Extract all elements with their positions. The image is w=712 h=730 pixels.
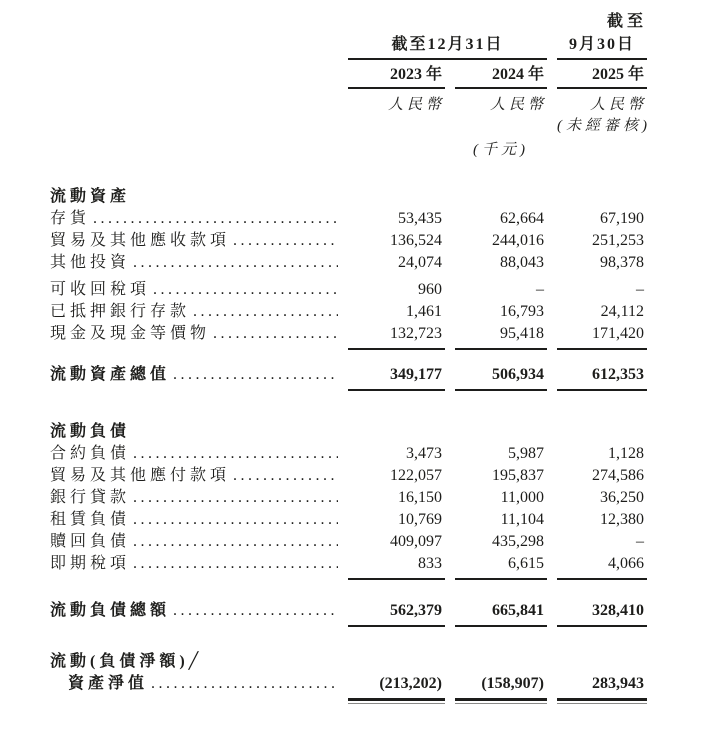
dots-leader (93, 208, 338, 230)
value-2024: 95,418 (455, 323, 547, 350)
unit-note: (千元) (473, 142, 529, 158)
value-2023: 132,723 (348, 323, 445, 350)
total-value-2025: 328,410 (557, 600, 647, 627)
dots-leader (233, 230, 338, 252)
dots-leader (133, 443, 338, 465)
year-column-2024: 2024 年 (455, 64, 547, 89)
header-row-unaudited (50, 117, 712, 135)
table-row-trade-payables (50, 465, 712, 487)
row-label (50, 553, 338, 575)
section-title-row (50, 186, 712, 208)
value-2024: 244,016 (492, 232, 544, 249)
value-2024: 195,837 (492, 467, 544, 484)
row-label-text: 即期稅項 (50, 555, 131, 572)
currency-label-2024: 人民幣 (489, 97, 547, 113)
row-label (50, 230, 338, 252)
value-2025: 4,066 (557, 553, 647, 580)
value-2025: 274,586 (592, 467, 644, 484)
dots-leader (213, 323, 338, 345)
value-2023: 960 (418, 281, 442, 298)
dots-leader (151, 673, 338, 695)
row-label (50, 465, 338, 487)
dots-leader (193, 301, 338, 323)
dots-leader (153, 279, 338, 301)
section-title-current-assets: 流動資產 (50, 188, 131, 205)
row-label (50, 323, 338, 345)
value-2025: – (636, 281, 644, 298)
net-row-label-line1 (50, 651, 712, 673)
value-2025: 1,128 (608, 445, 644, 462)
dots-leader (173, 364, 338, 386)
dots-leader (173, 600, 338, 622)
value-2025: 12,380 (600, 511, 644, 528)
total-label (50, 600, 338, 622)
year-column-2023: 2023 年 (348, 64, 445, 89)
value-2025: 98,378 (600, 254, 644, 271)
value-2023: 136,524 (390, 232, 442, 249)
table-row-current-taxation (50, 553, 712, 580)
value-2025: 251,253 (592, 232, 644, 249)
value-2025: 36,250 (600, 489, 644, 506)
row-label (50, 443, 338, 465)
table-row-inventories (50, 208, 712, 230)
net-label-line1: 流動(負債淨額)╱ (50, 653, 203, 670)
header-row-unit (50, 140, 712, 160)
dots-leader (133, 509, 338, 531)
dots-leader (133, 252, 338, 274)
dots-leader (233, 465, 338, 487)
table-row-pledged-bank-deposits (50, 301, 712, 323)
value-2023: 16,150 (398, 489, 442, 506)
value-2023: 833 (348, 553, 445, 580)
value-2023: 3,473 (406, 445, 442, 462)
value-2024: 5,987 (508, 445, 544, 462)
row-label-text: 其他投資 (50, 254, 131, 271)
row-label (50, 252, 338, 274)
value-2025: 24,112 (600, 303, 644, 320)
net-row-values (50, 673, 712, 701)
net-value-2023: (213,202) (348, 673, 445, 701)
table-row-trade-receivables (50, 230, 712, 252)
total-label-text: 流動負債總額 (50, 602, 171, 619)
row-label (50, 487, 338, 509)
value-2023: 53,435 (398, 210, 442, 227)
unaudited-note: (未經審核) (557, 118, 651, 134)
total-label (50, 364, 338, 386)
value-2024: – (536, 281, 544, 298)
table-row-cash-equivalents (50, 323, 712, 350)
table-row-other-investments (50, 252, 712, 274)
table-row-tax-recoverable (50, 279, 712, 301)
row-label (50, 301, 338, 323)
currency-label-2023: 人民幣 (387, 97, 445, 113)
value-2023: 122,057 (390, 467, 442, 484)
row-label-text: 合約負債 (50, 445, 131, 462)
total-value-2025: 612,353 (557, 364, 647, 391)
total-value-2023: 349,177 (348, 364, 445, 391)
row-label (50, 509, 338, 531)
value-2023: 1,461 (406, 303, 442, 320)
header-row-period-groups (50, 34, 712, 60)
table-row-contract-liabilities (50, 443, 712, 465)
row-label-text: 銀行貸款 (50, 489, 131, 506)
value-2023: 24,074 (398, 254, 442, 271)
row-label-text: 貿易及其他應收款項 (50, 232, 231, 249)
row-label (50, 531, 338, 553)
row-label-text: 貿易及其他應付款項 (50, 467, 231, 484)
total-label-text: 流動資產總值 (50, 366, 171, 383)
value-2024: 16,793 (500, 303, 544, 320)
value-2025: 67,190 (600, 210, 644, 227)
value-2025: 171,420 (557, 323, 647, 350)
dots-leader (133, 487, 338, 509)
net-label-line2-cell (50, 673, 338, 695)
row-label-text: 已抵押銀行存款 (50, 303, 191, 320)
value-2024: 435,298 (492, 533, 544, 550)
header-row-years (50, 64, 712, 89)
value-2023: 10,769 (398, 511, 442, 528)
row-label-text: 贖回負債 (50, 533, 131, 550)
header-row-cutoff (50, 12, 712, 32)
section-title-current-liabilities: 流動負債 (50, 423, 131, 440)
value-2023: 409,097 (390, 533, 442, 550)
row-label (50, 279, 338, 301)
table-row-redemption-liabilities (50, 531, 712, 553)
dots-leader (133, 553, 338, 575)
net-value-2024: (158,907) (455, 673, 547, 701)
table-row-bank-loans (50, 487, 712, 509)
total-value-2024: 665,841 (455, 600, 547, 627)
row-label-text: 可收回稅項 (50, 281, 151, 298)
value-2024: 62,664 (500, 210, 544, 227)
value-2024: 6,615 (455, 553, 547, 580)
net-value-2025: 283,943 (557, 673, 647, 701)
cutoff-top-label: 截至 (606, 13, 647, 30)
dots-leader (133, 531, 338, 553)
total-value-2023: 562,379 (348, 600, 445, 627)
value-2024: 11,104 (500, 511, 544, 528)
value-2025: – (636, 533, 644, 550)
row-label-text: 租賃負債 (50, 511, 131, 528)
row-label-text: 存貨 (50, 210, 91, 227)
header-row-currency (50, 96, 712, 114)
row-label (50, 208, 338, 230)
total-row-current-assets (50, 364, 712, 391)
table-row-lease-liabilities (50, 509, 712, 531)
period-group-sep30: 9月30日 (557, 34, 647, 60)
net-label-line2-text: 資產淨值 (68, 675, 149, 692)
row-label-text: 現金及現金等價物 (50, 325, 211, 342)
year-column-2025: 2025 年 (557, 64, 647, 89)
period-group-dec31: 截至12月31日 (348, 34, 547, 60)
total-value-2024: 506,934 (455, 364, 547, 391)
currency-label-2025: 人民幣 (589, 97, 647, 113)
section-title-row (50, 421, 712, 443)
value-2024: 11,000 (500, 489, 544, 506)
value-2024: 88,043 (500, 254, 544, 271)
total-row-current-liabilities (50, 600, 712, 627)
